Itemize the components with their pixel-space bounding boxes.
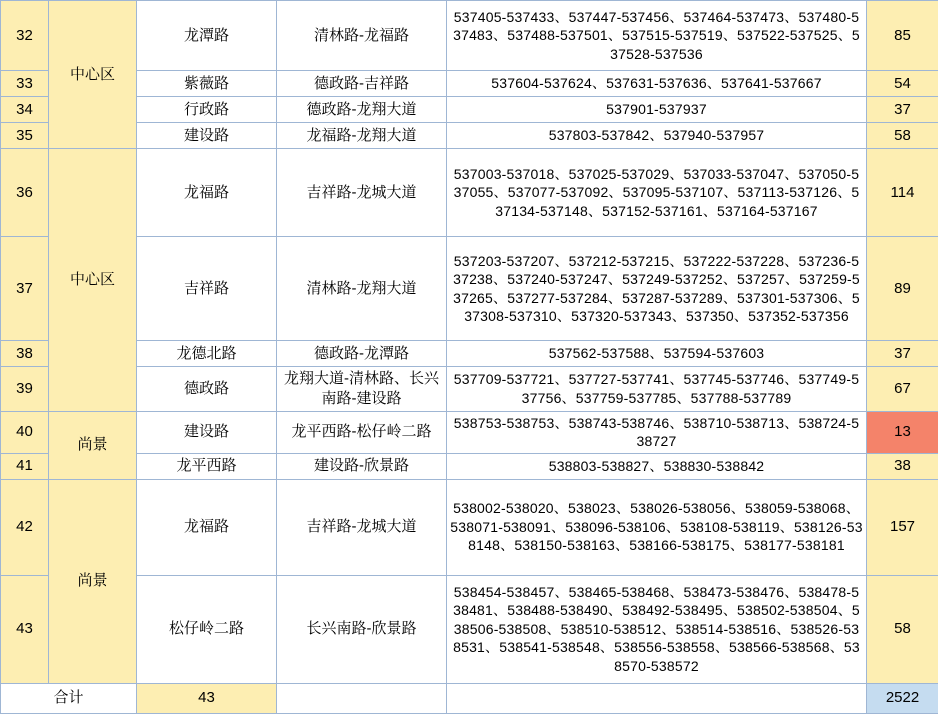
numbers-cell: 538803-538827、538830-538842	[447, 453, 867, 479]
row-index: 38	[1, 341, 49, 367]
numbers-cell: 537709-537721、537727-537741、537745-537746、537749-537756、537759-537785、537788-537789	[447, 367, 867, 412]
table-body	[1, 1, 938, 714]
table-row	[1, 575, 938, 683]
row-index: 34	[1, 97, 49, 123]
table-row	[1, 479, 938, 575]
numbers-cell: 538002-538020、538023、538026-538056、538059-538068、538071-538091、538096-538106、538108-538119、538126-538148、538150-538163、538166-538175、538177-538181	[447, 479, 867, 575]
table-row	[1, 453, 938, 479]
area-cell: 尚景	[49, 411, 137, 479]
section-cell: 德政路-龙翔大道	[277, 97, 447, 123]
row-index: 35	[1, 123, 49, 149]
section-cell: 德政路-吉祥路	[277, 71, 447, 97]
count-cell: 37	[867, 97, 938, 123]
count-cell: 37	[867, 341, 938, 367]
table-row	[1, 149, 938, 237]
section-cell: 龙平西路-松仔岭二路	[277, 411, 447, 453]
count-cell: 157	[867, 479, 938, 575]
total-numbers-blank	[447, 683, 867, 713]
row-index: 36	[1, 149, 49, 237]
area-cell: 中心区	[49, 149, 137, 412]
section-cell: 清林路-龙福路	[277, 1, 447, 71]
total-sum: 2522	[867, 683, 938, 713]
road-cell: 德政路	[137, 367, 277, 412]
count-cell: 89	[867, 237, 938, 341]
total-section-blank	[277, 683, 447, 713]
area-cell: 中心区	[49, 1, 137, 149]
section-cell: 清林路-龙翔大道	[277, 237, 447, 341]
section-cell: 吉祥路-龙城大道	[277, 479, 447, 575]
road-cell: 龙平西路	[137, 453, 277, 479]
section-cell: 龙翔大道-清林路、长兴南路-建设路	[277, 367, 447, 412]
count-cell: 54	[867, 71, 938, 97]
row-index: 37	[1, 237, 49, 341]
total-row	[1, 683, 938, 713]
row-index: 41	[1, 453, 49, 479]
road-cell: 紫薇路	[137, 71, 277, 97]
road-cell: 龙福路	[137, 479, 277, 575]
table-row	[1, 237, 938, 341]
numbers-cell: 537901-537937	[447, 97, 867, 123]
road-cell: 建设路	[137, 411, 277, 453]
count-cell: 58	[867, 575, 938, 683]
table-row	[1, 123, 938, 149]
section-cell: 长兴南路-欣景路	[277, 575, 447, 683]
count-cell: 58	[867, 123, 938, 149]
road-cell: 吉祥路	[137, 237, 277, 341]
road-cell: 建设路	[137, 123, 277, 149]
total-label: 合计	[1, 683, 137, 713]
area-cell: 尚景	[49, 479, 137, 683]
count-cell-alert: 13	[867, 411, 938, 453]
road-cell: 行政路	[137, 97, 277, 123]
section-cell: 德政路-龙潭路	[277, 341, 447, 367]
count-cell: 114	[867, 149, 938, 237]
numbers-cell: 537604-537624、537631-537636、537641-537667	[447, 71, 867, 97]
table-row	[1, 71, 938, 97]
road-cell: 龙德北路	[137, 341, 277, 367]
count-cell: 85	[867, 1, 938, 71]
road-cell: 龙福路	[137, 149, 277, 237]
row-index: 43	[1, 575, 49, 683]
row-index: 39	[1, 367, 49, 412]
count-cell: 67	[867, 367, 938, 412]
row-index: 42	[1, 479, 49, 575]
count-cell: 38	[867, 453, 938, 479]
road-cell: 龙潭路	[137, 1, 277, 71]
section-cell: 龙福路-龙翔大道	[277, 123, 447, 149]
numbers-cell: 538454-538457、538465-538468、538473-538476、538478-538481、538488-538490、538492-538495、538502-538504、538506-538508、538510-538512、538514-538516、538526-538531、538541-538548、538556-538558、538566-538568、538570-538572	[447, 575, 867, 683]
table-row	[1, 411, 938, 453]
row-index: 40	[1, 411, 49, 453]
row-index: 33	[1, 71, 49, 97]
total-road-count: 43	[137, 683, 277, 713]
numbers-cell: 538753-538753、538743-538746、538710-538713、538724-538727	[447, 411, 867, 453]
numbers-cell: 537562-537588、537594-537603	[447, 341, 867, 367]
section-cell: 建设路-欣景路	[277, 453, 447, 479]
table-row	[1, 341, 938, 367]
table-row	[1, 367, 938, 412]
section-cell: 吉祥路-龙城大道	[277, 149, 447, 237]
table-row	[1, 97, 938, 123]
numbers-cell: 537405-537433、537447-537456、537464-537473、537480-537483、537488-537501、537515-537519、537522-537525、537528-537536	[447, 1, 867, 71]
table-row	[1, 1, 938, 71]
row-index: 32	[1, 1, 49, 71]
numbers-cell: 537803-537842、537940-537957	[447, 123, 867, 149]
road-cell: 松仔岭二路	[137, 575, 277, 683]
numbers-cell: 537203-537207、537212-537215、537222-537228、537236-537238、537240-537247、537249-537252、537257、537259-537265、537277-537284、537287-537289、537301-537306、537308-537310、537320-537343、537350、537352-537356	[447, 237, 867, 341]
numbers-cell: 537003-537018、537025-537029、537033-537047、537050-537055、537077-537092、537095-537107、537113-537126、537134-537148、537152-537161、537164-537167	[447, 149, 867, 237]
